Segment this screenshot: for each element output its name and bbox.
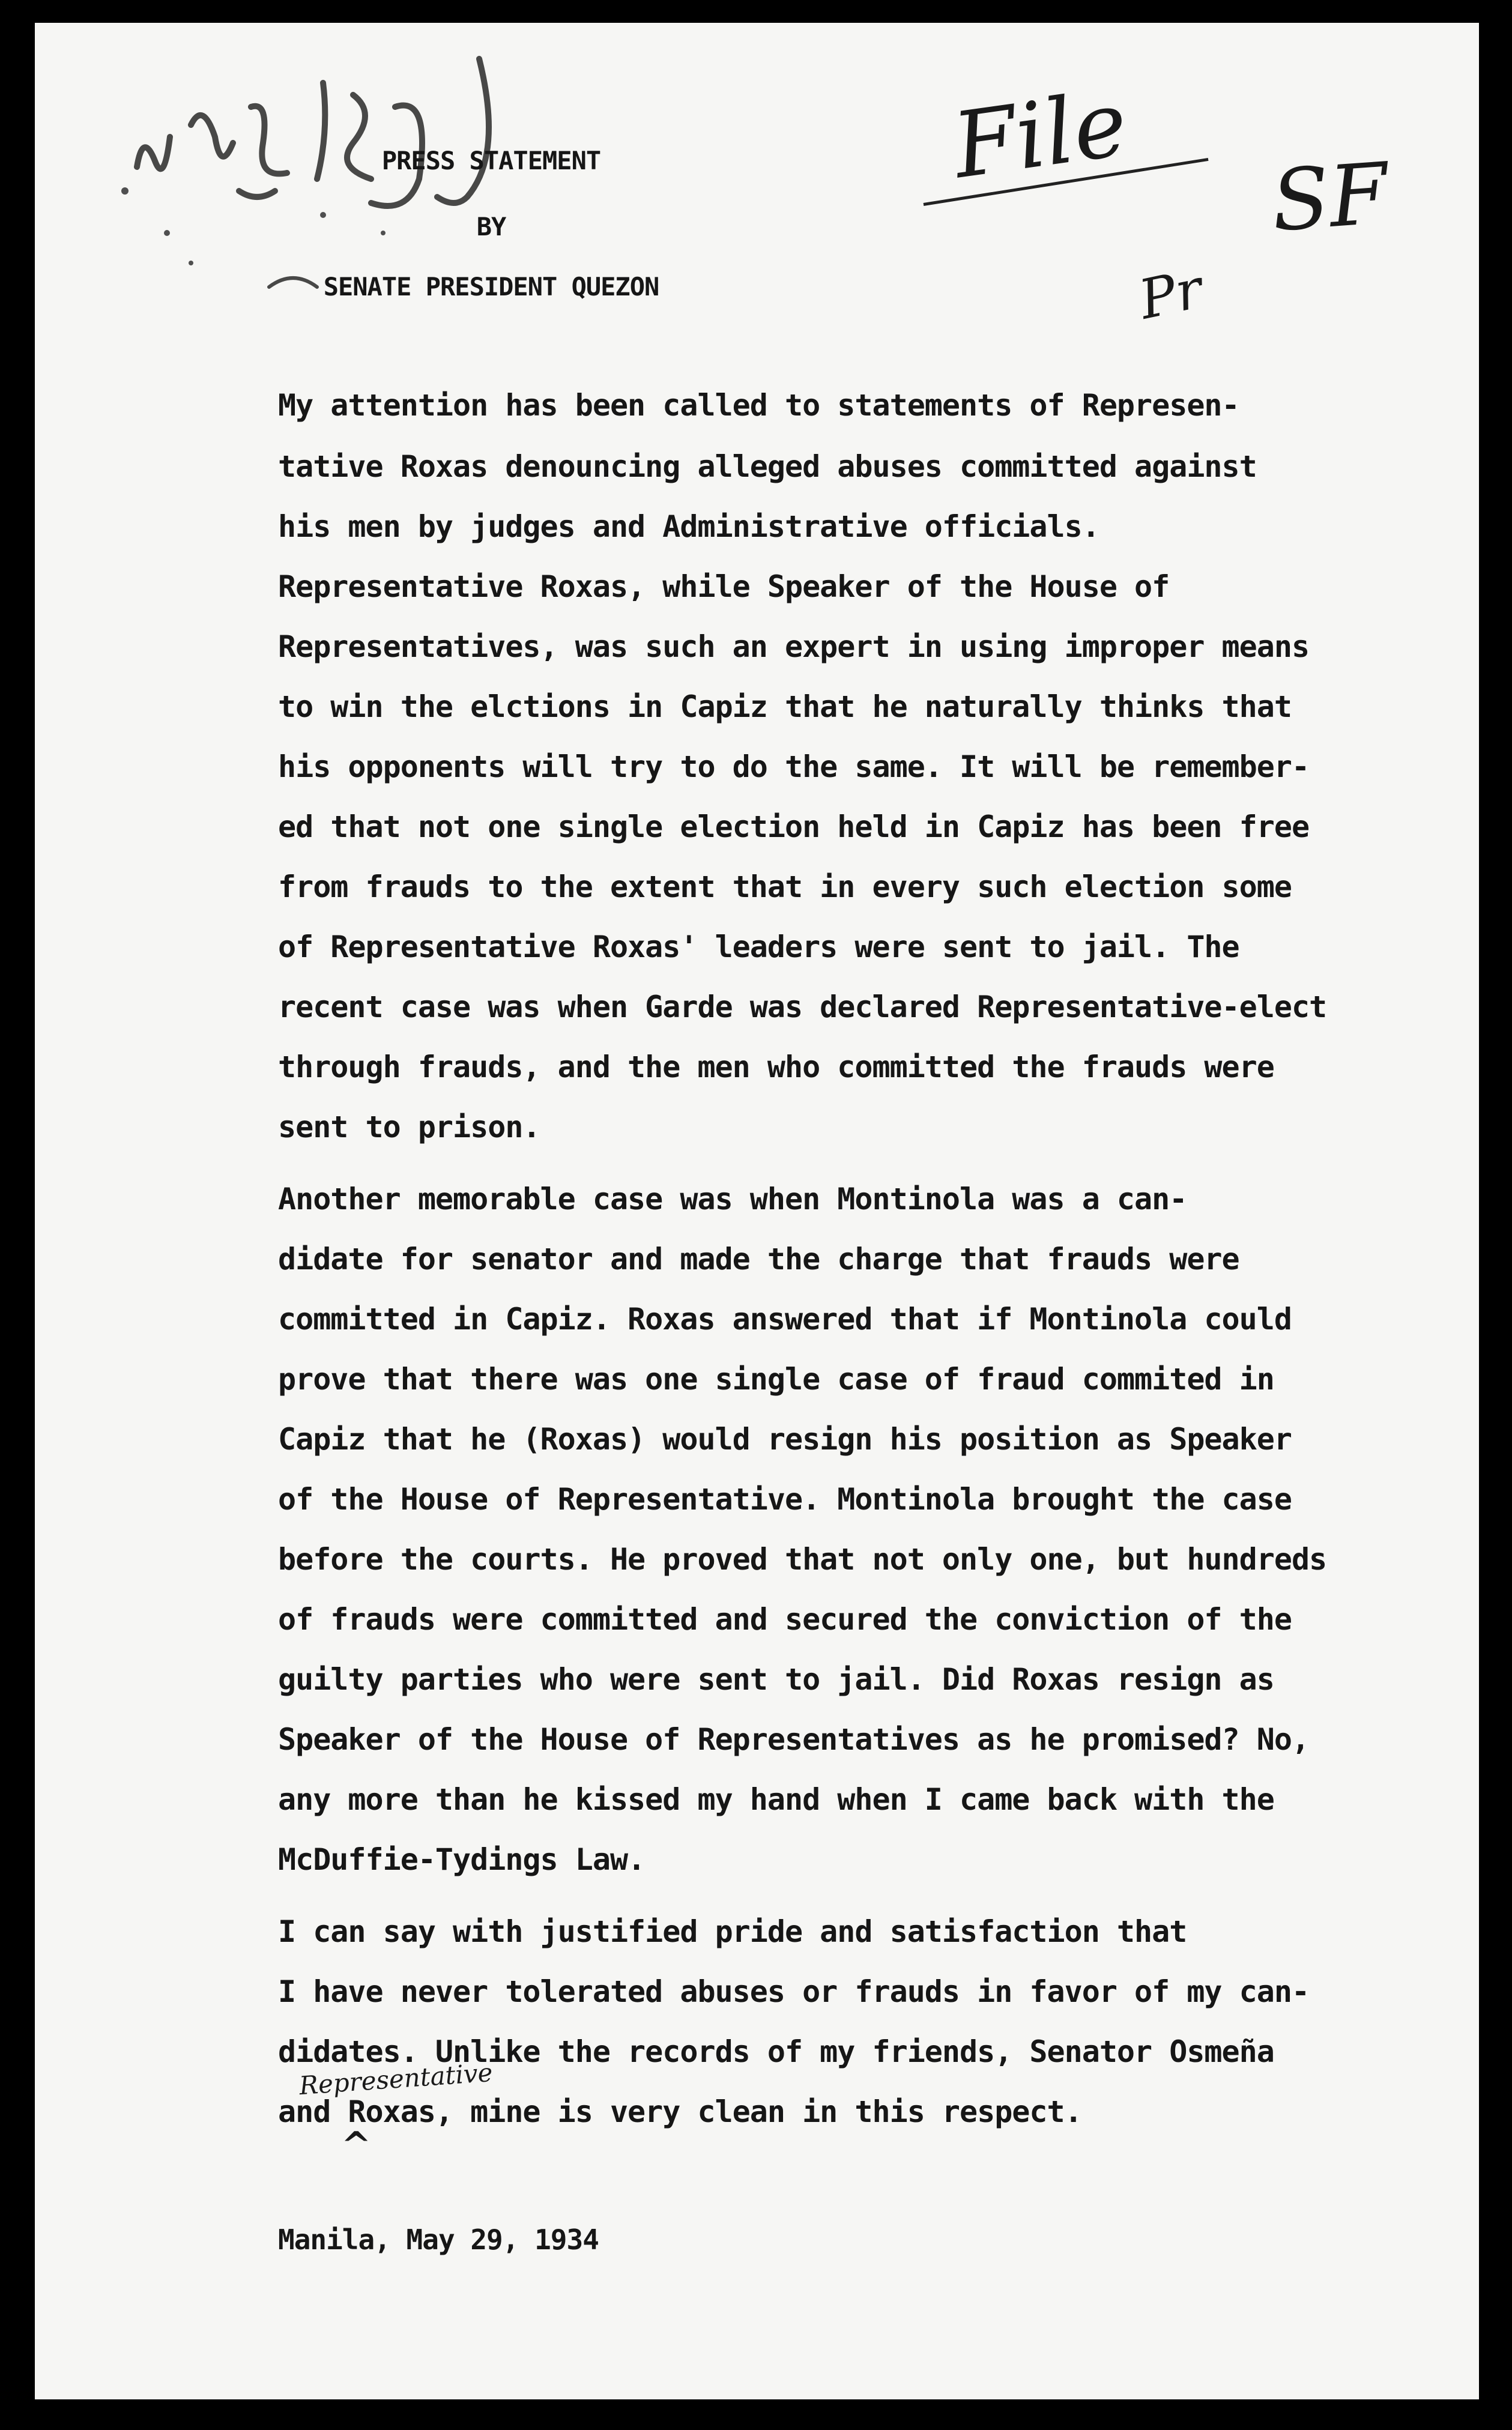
body-line: didates. Unlike the records of my friends, Senator Osmeña	[278, 2034, 1274, 2069]
body-line: My attention has been called to statements of Represen-	[278, 388, 1239, 423]
body-line: any more than he kissed my hand when I came back with the	[278, 1782, 1274, 1817]
body-line: through frauds, and the men who committed the frauds were	[278, 1050, 1274, 1084]
document-by-line: BY	[476, 212, 506, 241]
body-line: tative Roxas denouncing alleged abuses committed against	[278, 449, 1257, 484]
body-line: of the House of Representative. Montinola brought the case	[278, 1482, 1292, 1517]
body-line: before the courts. He proved that not only one, but hundreds	[278, 1542, 1327, 1577]
body-line: Representative Roxas, while Speaker of the House of	[278, 569, 1170, 604]
body-line: prove that there was one single case of fraud commited in	[278, 1362, 1274, 1397]
body-line: I have never tolerated abuses or frauds in favor of my can-	[278, 1974, 1310, 2009]
body-line: and Roxas, mine is very clean in this respect.	[278, 2094, 1082, 2129]
body-line: from frauds to the extent that in every such election some	[278, 869, 1292, 904]
body-line: didate for senator and made the charge that frauds were	[278, 1242, 1239, 1277]
body-line: I can say with justified pride and satisfaction that	[278, 1914, 1187, 1949]
body-line: Representatives, was such an expert in using improper means	[278, 629, 1310, 664]
handwritten-pres-note: Pr	[1134, 257, 1208, 332]
handwritten-file-note: File	[947, 71, 1134, 199]
body-line: sent to prison.	[278, 1110, 540, 1144]
body-line: Capiz that he (Roxas) would resign his position as Speaker	[278, 1422, 1292, 1457]
body-line: Speaker of the House of Representatives as he promised? No,	[278, 1722, 1310, 1757]
handwritten-insertion: Representative	[298, 2057, 494, 2101]
body-line: of Representative Roxas' leaders were sent to jail. The	[278, 929, 1239, 964]
body-line: recent case was when Garde was declared Representative-elect	[278, 990, 1327, 1024]
body-line: Another memorable case was when Montinola was a can-	[278, 1182, 1187, 1217]
body-line: guilty parties who were sent to jail. Did Roxas resign as	[278, 1662, 1274, 1697]
document-page	[35, 23, 1479, 2399]
body-line: committed in Capiz. Roxas answered that if Montinola could	[278, 1302, 1292, 1337]
place-and-date: Manila, May 29, 1934	[278, 2223, 599, 2256]
body-line: of frauds were committed and secured the conviction of the	[278, 1602, 1292, 1637]
body-line: ed that not one single election held in Capiz has been free	[278, 809, 1310, 844]
body-line: to win the elctions in Capiz that he naturally thinks that	[278, 689, 1292, 724]
handwritten-initials: SF	[1268, 145, 1391, 251]
document-author: SENATE PRESIDENT QUEZON	[323, 272, 659, 301]
body-line: his men by judges and Administrative officials.	[278, 509, 1099, 544]
body-line: his opponents will try to do the same. It will be remember-	[278, 749, 1310, 784]
insertion-caret: ^	[341, 2124, 372, 2166]
body-line: McDuffie-Tydings Law.	[278, 1842, 646, 1877]
document-title: PRESS STATEMENT	[381, 146, 601, 175]
